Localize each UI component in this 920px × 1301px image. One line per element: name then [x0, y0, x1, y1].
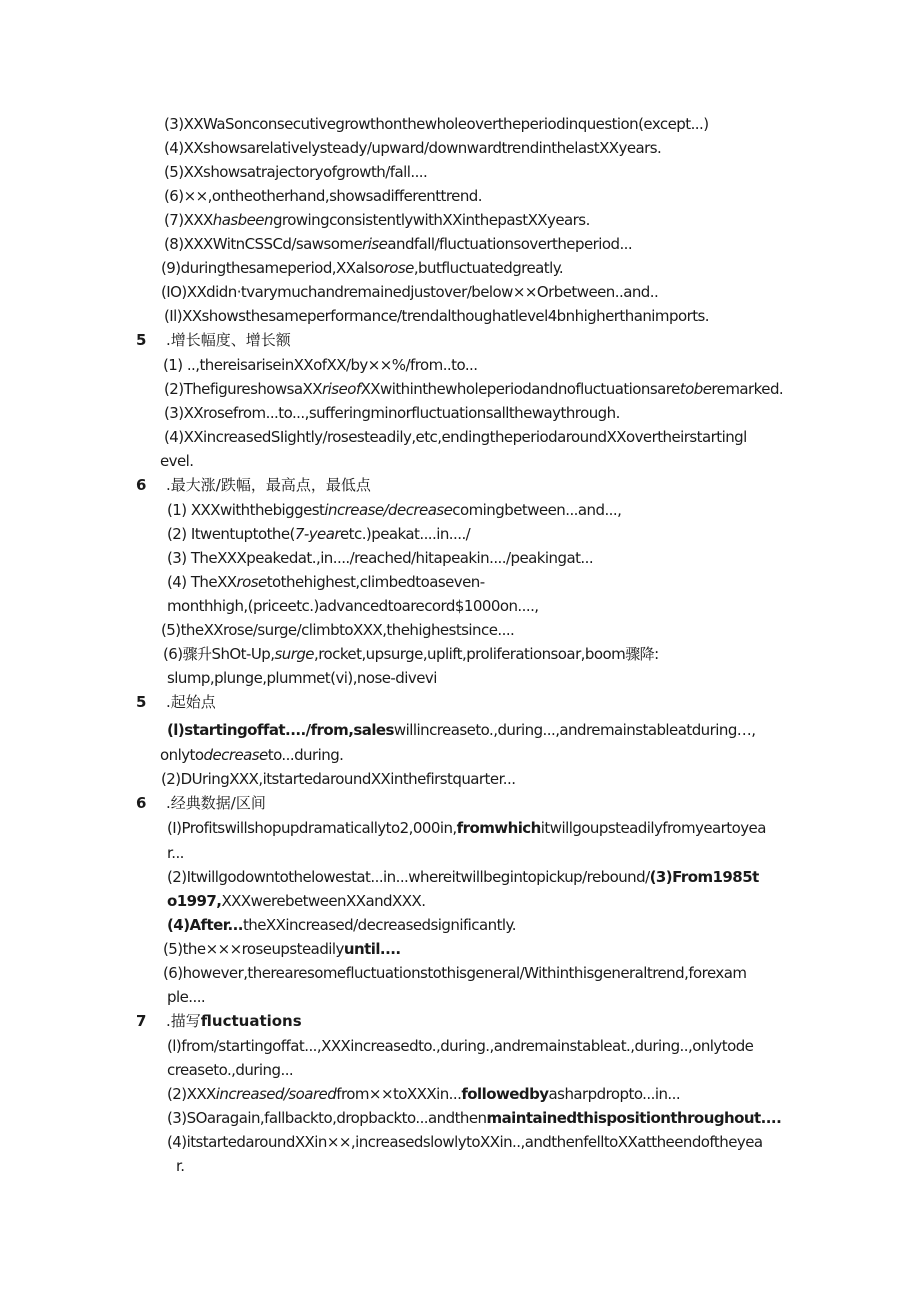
- text-segment: .经典数据/区间: [166, 794, 266, 812]
- text-line: [164, 234, 632, 254]
- text-segment: evel.: [160, 452, 194, 470]
- text-segment: (4)XXshowsarelativelysteady/upward/downwardtrendinthelastXXyears.: [164, 139, 662, 157]
- text-line: [161, 769, 515, 789]
- section-number: 6: [136, 476, 147, 494]
- text-segment: (2)ThefigureshowsaXX: [164, 380, 323, 398]
- italic-text: surge: [274, 645, 314, 663]
- text-segment: to...during.: [267, 746, 344, 764]
- text-segment: ,rocket,upsurge,uplift,proliferationsoar,boom骤降:: [314, 645, 659, 663]
- text-line: [167, 1132, 763, 1152]
- text-line: [161, 282, 658, 302]
- text-segment: ,butfluctuatedgreatly.: [413, 259, 564, 277]
- text-segment: (4)itstartedaroundXXin××,increasedslowlytoXXin..,andthenfelltoXXattheendoftheyea: [167, 1133, 763, 1151]
- text-segment: (7)XXX: [164, 211, 213, 229]
- text-segment: (2)Itwillgodowntothelowestat...in...whereitwillbegintopickup/rebound/: [167, 868, 650, 886]
- text-segment: (3)XXrosefrom...to...,sufferingminorfluctuationsallthewaythrough.: [164, 404, 620, 422]
- section-heading: [136, 692, 216, 712]
- text-line: [167, 818, 766, 838]
- text-segment: .描写: [166, 1012, 201, 1030]
- text-line: [167, 891, 425, 911]
- italic-text: riseof: [322, 380, 361, 398]
- bold-text: (l)startingoffat..../from,sales: [167, 721, 394, 739]
- text-segment: ple....: [167, 988, 206, 1006]
- text-segment: (2) Itwentuptothe(: [167, 525, 295, 543]
- text-line: [164, 403, 620, 423]
- text-line: [167, 572, 485, 592]
- italic-text: rose: [236, 573, 267, 591]
- text-segment: slump,plunge,plummet(vi),nose-divevi: [167, 669, 437, 687]
- text-segment: .最大涨/跌幅，最高点，最低点: [166, 476, 371, 494]
- text-line: [167, 915, 516, 935]
- italic-text: decrease: [203, 746, 268, 764]
- text-segment: comingbetween...and...,: [452, 501, 622, 519]
- text-segment: (I)Profitswillshopupdramaticallyto2,000in,: [167, 819, 457, 837]
- text-line: [160, 745, 343, 765]
- italic-text: 7-year: [294, 525, 340, 543]
- text-line: [163, 963, 746, 983]
- text-segment: (1) ..,thereisariseinXXofXX/by××%/from..to...: [163, 356, 478, 374]
- text-line: [164, 306, 709, 326]
- text-line: [160, 451, 194, 471]
- text-line: [164, 186, 482, 206]
- text-segment: (8)XXXWitnCSSCd/sawsome: [164, 235, 363, 253]
- text-line: [167, 668, 437, 688]
- text-line: [164, 162, 427, 182]
- text-line: [164, 138, 661, 158]
- text-segment: r.: [176, 1157, 185, 1175]
- text-segment: andfall/fluctuationsovertheperiod...: [387, 235, 633, 253]
- text-line: [167, 843, 184, 863]
- text-line: [161, 258, 563, 278]
- text-segment: (4)XXincreasedSIightly/rosesteadily,etc,endingtheperiodaroundXXovertheirstartingl: [164, 428, 747, 446]
- text-segment: (5)the×××roseupsteadily: [163, 940, 344, 958]
- section-number: 7: [136, 1012, 147, 1030]
- bold-text: fluctuations: [200, 1012, 302, 1030]
- text-segment: (3)XXWaSonconsecutivegrowthonthewholeovertheperiodinquestion(except...): [164, 115, 709, 133]
- italic-text: rise: [362, 235, 388, 253]
- text-segment: (3)SOaragain,fallbackto,dropbackto...andthen: [167, 1109, 487, 1127]
- bold-text: followedby: [461, 1085, 549, 1103]
- text-line: [163, 939, 401, 959]
- text-line: [167, 1084, 680, 1104]
- text-segment: from××toXXXin...: [336, 1085, 462, 1103]
- text-segment: (5)XXshowsatrajectoryofgrowth/fall....: [164, 163, 428, 181]
- text-segment: (IO)XXdidn·tvarymuchandremainedjustover/below××Orbetween..and..: [161, 283, 659, 301]
- text-segment: (Il)XXshowsthesameperformance/trendalthoughatlevel4bnhigherthanimports.: [164, 307, 710, 325]
- text-line: [164, 379, 783, 399]
- text-segment: (2)DUringXXX,itstartedaroundXXinthefirstquarter...: [161, 770, 516, 788]
- text-line: [167, 1108, 781, 1128]
- text-line: [163, 644, 659, 664]
- italic-text: increased/soared: [215, 1085, 337, 1103]
- italic-text: hasbeen: [212, 211, 273, 229]
- text-segment: etc.)peakat....in..../: [340, 525, 471, 543]
- italic-text: rose: [383, 259, 414, 277]
- bold-text: maintainedthispositionthroughout....: [486, 1109, 782, 1127]
- text-segment: (2)XXX: [167, 1085, 216, 1103]
- section-number: 5: [136, 693, 147, 711]
- section-heading: [136, 793, 266, 813]
- text-segment: (5)theXXrose/surge/climbtoXXX,thehighestsince....: [161, 621, 515, 639]
- text-segment: asharpdropto...in...: [548, 1085, 681, 1103]
- text-segment: (6)××,ontheotherhand,showsadifferenttrend.: [164, 187, 482, 205]
- text-line: [176, 1156, 184, 1176]
- bold-text: until....: [343, 940, 401, 958]
- text-segment: (9)duringthesameperiod,XXalso: [161, 259, 384, 277]
- bold-text: o1997,: [167, 892, 222, 910]
- text-line: [161, 620, 514, 640]
- italic-text: tobe: [679, 380, 712, 398]
- text-segment: monthhigh,(priceetc.)advancedtoarecord$1000on....,: [167, 597, 539, 615]
- section-heading: [136, 330, 291, 350]
- text-segment: (4) TheXX: [167, 573, 237, 591]
- text-segment: willincreaseto.,during...,andremainstableatduring…,: [393, 721, 756, 739]
- bold-text: (3)From1985t: [649, 868, 759, 886]
- text-segment: theXXincreased/decreasedsignificantly.: [242, 916, 516, 934]
- text-line: [164, 210, 590, 230]
- section-heading: [136, 1011, 302, 1031]
- text-segment: (l)from/startingoffat...,XXXincreasedto.,during.,andremainstableat.,during..,onlytode: [167, 1037, 754, 1055]
- text-segment: (6)骤升ShOt-Up,: [163, 645, 275, 663]
- italic-text: increase/decrease: [324, 501, 453, 519]
- text-line: [167, 1060, 293, 1080]
- text-line: [167, 1036, 753, 1056]
- text-segment: XXXwerebetweenXXandXXX.: [221, 892, 426, 910]
- bold-text: (4)After...: [167, 916, 243, 934]
- text-line: [167, 720, 755, 740]
- section-number: 5: [136, 331, 147, 349]
- text-segment: tothehighest,climbedtoaseven-: [266, 573, 485, 591]
- text-line: [164, 114, 709, 134]
- bold-text: fromwhich: [456, 819, 541, 837]
- text-segment: (3) TheXXXpeakedat.,in..../reached/hitapeakin..../peakingat...: [167, 549, 594, 567]
- text-segment: .起始点: [166, 693, 216, 711]
- text-segment: (6)however,therearesomefluctuationstothisgeneral/Withinthisgeneraltrend,forexam: [163, 964, 747, 982]
- text-line: [167, 524, 470, 544]
- text-line: [167, 987, 205, 1007]
- text-line: [167, 867, 759, 887]
- text-line: [164, 427, 747, 447]
- text-segment: growingconsistentlywithXXinthepastXXyears.: [272, 211, 590, 229]
- section-heading: [136, 475, 371, 495]
- text-line: [167, 500, 621, 520]
- section-number: 6: [136, 794, 147, 812]
- text-segment: creaseto.,during...: [167, 1061, 294, 1079]
- text-segment: remarked.: [711, 380, 784, 398]
- text-segment: onlyto: [160, 746, 204, 764]
- text-line: [167, 548, 593, 568]
- text-segment: XXwithinthewholeperiodandnofluctuationsare: [360, 380, 680, 398]
- text-segment: itwillgoupsteadilyfromyeartoyea: [540, 819, 766, 837]
- text-segment: .增长幅度、增长额: [166, 331, 291, 349]
- text-line: [167, 596, 539, 616]
- text-line: [163, 355, 477, 375]
- text-segment: (1) XXXwiththebiggest: [167, 501, 325, 519]
- text-segment: r...: [167, 844, 184, 862]
